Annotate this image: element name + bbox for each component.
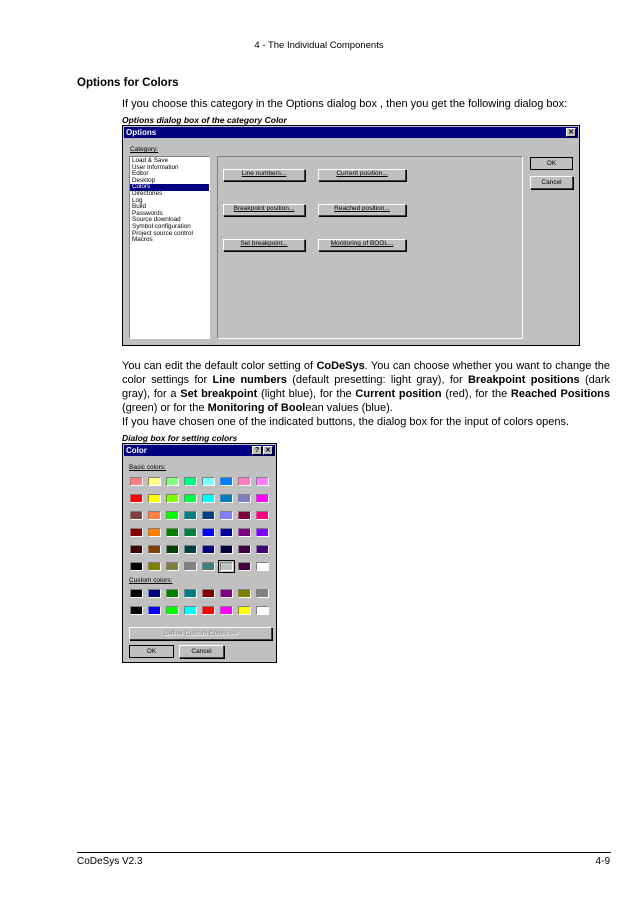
category-item[interactable]: Log	[132, 196, 143, 204]
basic-color-swatch[interactable]	[202, 528, 215, 537]
basic-color-swatch[interactable]	[202, 477, 215, 486]
basic-color-swatch[interactable]	[220, 477, 233, 486]
caption-color: Dialog box for setting colors	[122, 433, 238, 443]
body-paragraph: You can edit the default color setting of CoDeSys. You can choose whether you want to change the color settings for Line numbers (default presetting: light gray), for Breakpoint positions (dark gray), for a Set breakpoint (light blue), for the Current position (red), for the Reached Positions (green) or for the Monitoring of Boolean values (blue).	[122, 360, 611, 414]
basic-color-swatch[interactable]	[220, 528, 233, 537]
basic-color-swatch[interactable]	[202, 494, 215, 503]
basic-color-swatch[interactable]	[202, 545, 215, 554]
basic-color-swatch[interactable]	[130, 562, 143, 571]
custom-color-swatch[interactable]	[256, 606, 269, 615]
custom-color-swatch[interactable]	[130, 589, 143, 598]
running-head: 4 - The Individual Components	[254, 40, 384, 51]
custom-color-swatch[interactable]	[238, 589, 251, 598]
category-item[interactable]: Editor	[132, 170, 149, 178]
basic-color-swatch[interactable]	[148, 562, 161, 571]
color-dialog	[122, 443, 277, 663]
close-icon[interactable]: ✕	[263, 446, 273, 455]
basic-color-swatch[interactable]	[148, 545, 161, 554]
cancel-button[interactable]: Cancel	[530, 176, 573, 189]
basic-color-swatch[interactable]	[130, 528, 143, 537]
footer-left: CoDeSys V2.3	[77, 856, 143, 867]
custom-color-swatch[interactable]	[202, 606, 215, 615]
help-icon[interactable]: ?	[252, 446, 262, 455]
basic-color-swatch[interactable]	[130, 477, 143, 486]
define-custom-colors-button[interactable]: Define Custom Colors >>	[129, 627, 272, 640]
intro-paragraph: If you choose this category in the Options dialog box , then you get the following dialog box:	[122, 98, 568, 110]
basic-color-swatch[interactable]	[130, 494, 143, 503]
category-item[interactable]: Passwords	[132, 209, 163, 217]
basic-color-swatch[interactable]	[166, 494, 179, 503]
color-titlebar	[124, 445, 275, 456]
custom-color-swatch[interactable]	[148, 606, 161, 615]
category-label: Category:	[130, 146, 159, 153]
category-listbox[interactable]	[129, 156, 210, 339]
reached-position-button[interactable]: Reached position...	[318, 204, 406, 216]
basic-color-swatch[interactable]	[184, 528, 197, 537]
basic-color-swatch[interactable]	[238, 511, 251, 520]
options-title: Options	[126, 128, 157, 137]
basic-color-swatch[interactable]	[220, 511, 233, 520]
category-item[interactable]: Symbol configuration	[132, 222, 191, 230]
category-item[interactable]: Desktop	[132, 176, 156, 184]
breakpoint-position-button[interactable]: Breakpoint position...	[223, 204, 305, 216]
basic-color-swatch[interactable]	[256, 494, 269, 503]
basic-color-swatch[interactable]	[220, 494, 233, 503]
custom-color-swatch[interactable]	[184, 606, 197, 615]
basic-color-swatch[interactable]	[184, 562, 197, 571]
basic-colors-label: Basic colors:	[129, 464, 166, 471]
basic-color-swatch[interactable]	[148, 494, 161, 503]
custom-color-swatch[interactable]	[238, 606, 251, 615]
monitoring-bool-button[interactable]: Monitoring of BOOL...	[318, 239, 406, 251]
basic-color-swatch[interactable]	[238, 477, 251, 486]
basic-color-swatch[interactable]	[184, 477, 197, 486]
basic-color-swatch[interactable]	[220, 562, 233, 571]
basic-color-swatch[interactable]	[166, 545, 179, 554]
basic-color-swatch[interactable]	[148, 511, 161, 520]
basic-color-swatch[interactable]	[166, 477, 179, 486]
set-breakpoint-button[interactable]: Set breakpoint...	[223, 239, 305, 251]
custom-color-swatch[interactable]	[184, 589, 197, 598]
custom-color-swatch[interactable]	[220, 606, 233, 615]
basic-color-swatch[interactable]	[166, 528, 179, 537]
page-number: 4-9	[595, 856, 610, 867]
basic-color-swatch[interactable]	[166, 562, 179, 571]
custom-color-swatch[interactable]	[256, 589, 269, 598]
basic-color-swatch[interactable]	[184, 494, 197, 503]
category-item[interactable]: Colors	[130, 184, 209, 191]
ok-button[interactable]: OK	[530, 157, 573, 170]
basic-color-swatch[interactable]	[238, 528, 251, 537]
custom-colors-label: Custom colors:	[129, 577, 173, 584]
basic-color-swatch[interactable]	[130, 511, 143, 520]
custom-color-swatch[interactable]	[148, 589, 161, 598]
basic-color-swatch[interactable]	[238, 494, 251, 503]
color-title: Color	[126, 446, 147, 455]
category-item[interactable]: Load & Save	[132, 157, 169, 164]
body-paragraph-2: If you have chosen one of the indicated buttons, the dialog box for the input of colors opens.	[122, 416, 570, 428]
options-titlebar	[124, 127, 578, 138]
custom-color-swatch[interactable]	[130, 606, 143, 615]
basic-color-swatch[interactable]	[130, 545, 143, 554]
category-item[interactable]: Macros	[132, 236, 153, 244]
close-icon[interactable]: ✕	[566, 128, 576, 137]
options-dialog	[122, 125, 580, 346]
current-position-button[interactable]: Current position...	[318, 169, 406, 181]
custom-color-swatch[interactable]	[166, 589, 179, 598]
category-item[interactable]: User Information	[132, 163, 179, 171]
basic-color-swatch[interactable]	[148, 477, 161, 486]
basic-color-swatch[interactable]	[166, 511, 179, 520]
category-item[interactable]: Project source control	[132, 229, 193, 237]
basic-color-swatch[interactable]	[256, 528, 269, 537]
category-item[interactable]: Directories	[132, 189, 163, 197]
custom-color-swatch[interactable]	[220, 589, 233, 598]
color-cancel-button[interactable]: Cancel	[179, 645, 224, 658]
basic-color-swatch[interactable]	[202, 562, 215, 571]
basic-color-swatch[interactable]	[238, 545, 251, 554]
basic-color-swatch[interactable]	[256, 545, 269, 554]
category-item[interactable]: Build	[132, 203, 147, 211]
basic-color-swatch[interactable]	[184, 511, 197, 520]
basic-color-swatch[interactable]	[256, 511, 269, 520]
basic-color-swatch[interactable]	[148, 528, 161, 537]
custom-color-swatch[interactable]	[166, 606, 179, 615]
line-numbers-button[interactable]: Line numbers...	[223, 169, 305, 181]
category-item[interactable]: Source download	[132, 216, 181, 224]
basic-color-swatch[interactable]	[256, 477, 269, 486]
footer-rule	[77, 852, 611, 853]
caption-options: Options dialog box of the category Color	[122, 115, 287, 125]
basic-color-swatch[interactable]	[220, 545, 233, 554]
section-title: Options for Colors	[77, 77, 179, 89]
basic-color-swatch[interactable]	[256, 562, 269, 571]
basic-color-swatch[interactable]	[202, 511, 215, 520]
basic-color-swatch[interactable]	[238, 562, 251, 571]
basic-color-swatch[interactable]	[184, 545, 197, 554]
color-ok-button[interactable]: OK	[129, 645, 174, 658]
custom-color-swatch[interactable]	[202, 589, 215, 598]
